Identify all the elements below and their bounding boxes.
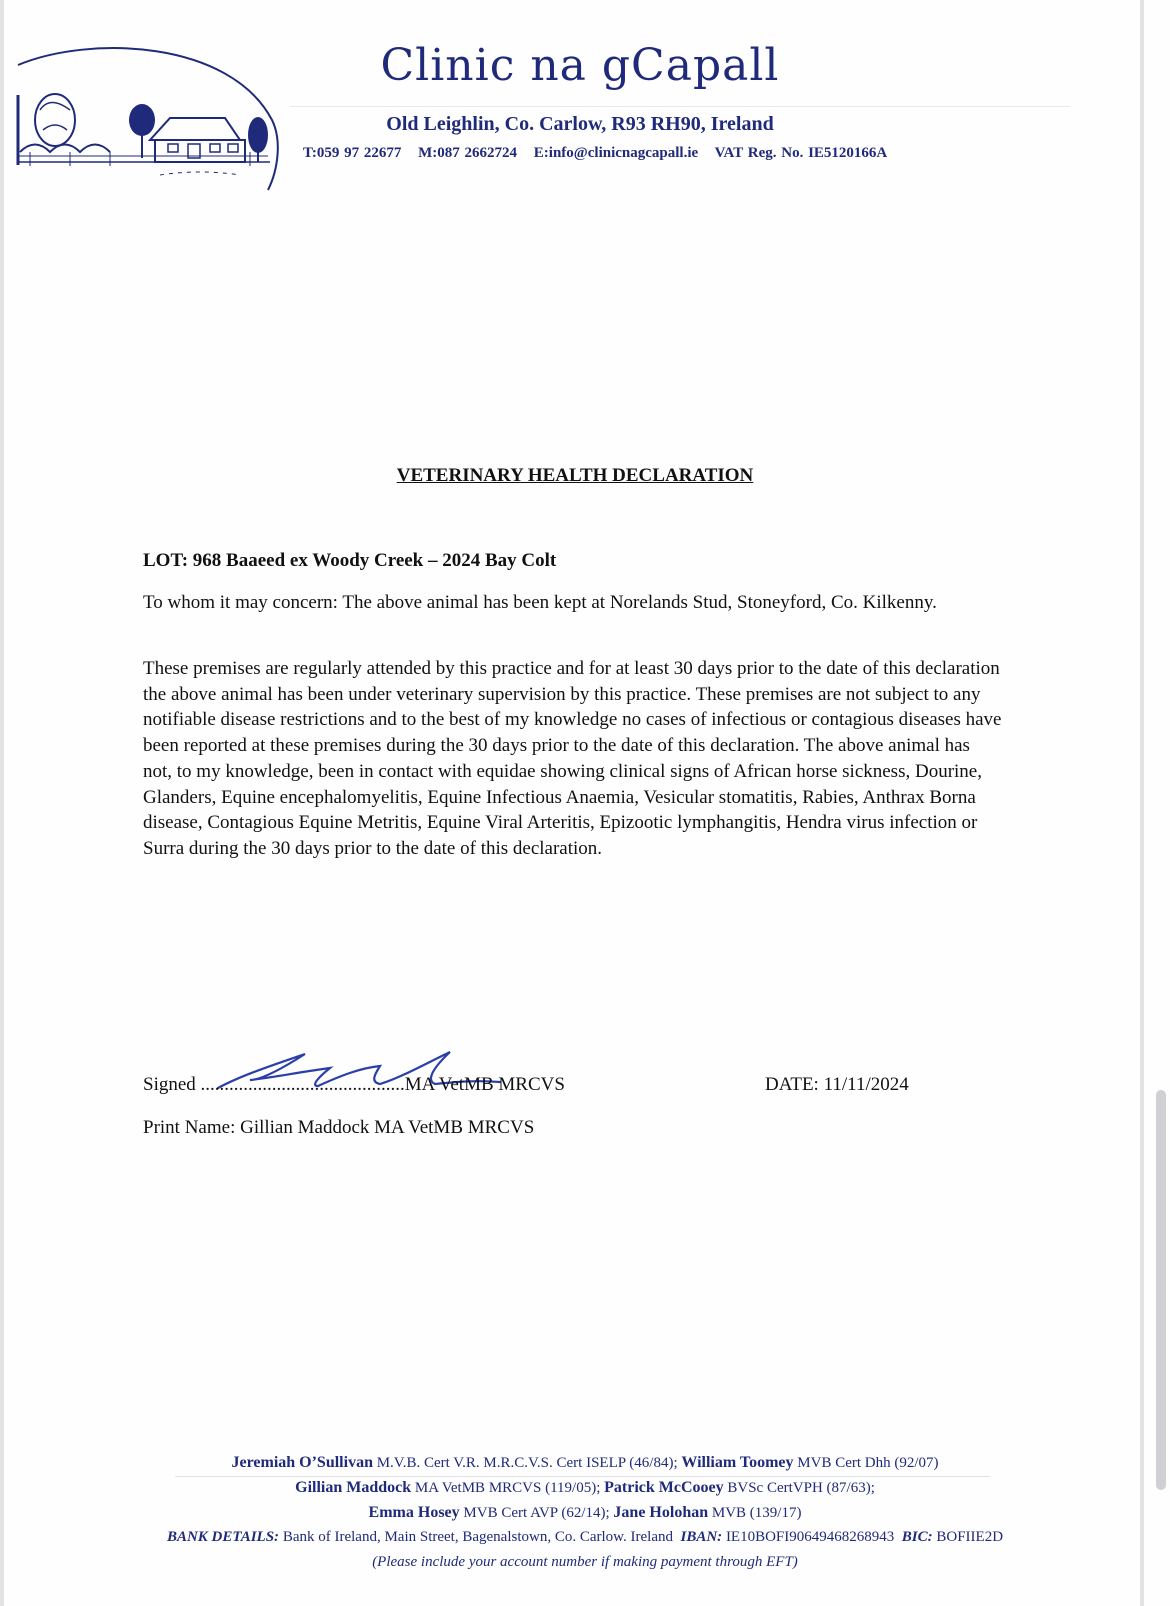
- declaration-date: DATE: 11/11/2024: [765, 1074, 909, 1095]
- footer-bank-details: [0, 1529, 1170, 1546]
- iban-label: IBAN:: [680, 1529, 723, 1545]
- vat-number: VAT Reg. No. IE5120166A: [714, 145, 888, 161]
- paragraph-declaration: These premises are regularly attended by this practice and for at least 30 days prior to the date of this declaration the above animal has been under veterinary supervision by this practice. These premises are not subject to any notifiable disease restrictions and to the best of my knowledge no cases of infectious or contagious diseases have been reported at these premises during the 30 days prior to the date of this declaration. The above animal has not, to my knowledge, been in contact with equidae showing clinical signs of African horse sickness, Dourine, Glanders, Equine encephalomyelitis, Equine Infectious Anaemia, Vesicular stomatitis, Rabies, Anthrax Borna disease, Contagious Equine Metritis, Equine Viral Arteritis, Epizootic lymphangitis, Hendra virus infection or Surra during the 30 days prior to the date of this declaration.: [143, 658, 1002, 859]
- vet-quals: BVSc CertVPH (87/63);: [727, 1480, 875, 1496]
- bic-label: BIC:: [901, 1529, 933, 1545]
- bank-value: Bank of Ireland, Main Street, Bagenalstown, Co. Carlow. Ireland: [282, 1529, 673, 1545]
- vet-name: Gillian Maddock: [295, 1479, 412, 1496]
- vet-name: Jeremiah O’Sullivan: [231, 1454, 373, 1471]
- footer-vets-line-3: [0, 1504, 1170, 1522]
- email[interactable]: E:info@clinicnagcapall.ie: [533, 145, 699, 161]
- vet-quals: MVB Cert Dhh (92/07): [797, 1455, 939, 1471]
- scrollbar-thumb[interactable]: [1156, 1090, 1166, 1490]
- mobile: M:087 2662724: [418, 145, 518, 161]
- lot-line: LOT: 968 Baaeed ex Woody Creek – 2024 Bay Colt: [143, 550, 557, 571]
- vet-quals: MA VetMB MRCVS (119/05);: [414, 1480, 601, 1496]
- telephone: T:059 97 22677: [303, 145, 402, 161]
- vet-name: Patrick McCooey: [604, 1479, 724, 1496]
- vet-name: Jane Holohan: [613, 1504, 709, 1521]
- right-edge-shadow: [1140, 0, 1144, 1606]
- document-title: VETERINARY HEALTH DECLARATION: [396, 465, 754, 486]
- farmhouse-logo-icon: [10, 40, 290, 200]
- iban-value: IE10BOFI90649468268943: [725, 1529, 895, 1545]
- signed-line: [143, 1074, 565, 1096]
- clinic-name: Clinic na gCapall: [380, 40, 780, 91]
- footer-rule: [175, 1476, 990, 1477]
- signed-label: Signed: [143, 1074, 196, 1095]
- clinic-address: Old Leighlin, Co. Carlow, R93 RH90, Ireland: [386, 113, 774, 135]
- paragraph-premises: To whom it may concern: The above animal has been kept at Norelands Stud, Stoneyford, Co. Kilkenny.: [143, 592, 937, 613]
- header-rule: [290, 106, 1070, 107]
- bank-label: BANK DETAILS:: [166, 1529, 280, 1545]
- vet-quals: MVB Cert AVP (62/14);: [463, 1505, 610, 1521]
- vet-name: Emma Hosey: [368, 1504, 460, 1521]
- signature-dots: ...........................................: [200, 1074, 405, 1095]
- footer-vets-line-2: [0, 1479, 1170, 1497]
- vet-quals: M.V.B. Cert V.R. M.R.C.V.S. Cert ISELP (46/84);: [376, 1455, 678, 1471]
- footer-vets-line-1: [0, 1454, 1170, 1472]
- footer-payment-note: (Please include your account number if making payment through EFT): [372, 1554, 798, 1570]
- print-name: Print Name: Gillian Maddock MA VetMB MRCVS: [143, 1117, 535, 1138]
- clinic-contacts: [303, 145, 899, 162]
- left-edge-shadow: [0, 0, 4, 1606]
- vet-name: William Toomey: [681, 1454, 794, 1471]
- bic-value: BOFIIE2D: [936, 1529, 1004, 1545]
- signature-qualifications: MA VetMB MRCVS: [404, 1074, 565, 1095]
- vet-quals: MVB (139/17): [711, 1505, 802, 1521]
